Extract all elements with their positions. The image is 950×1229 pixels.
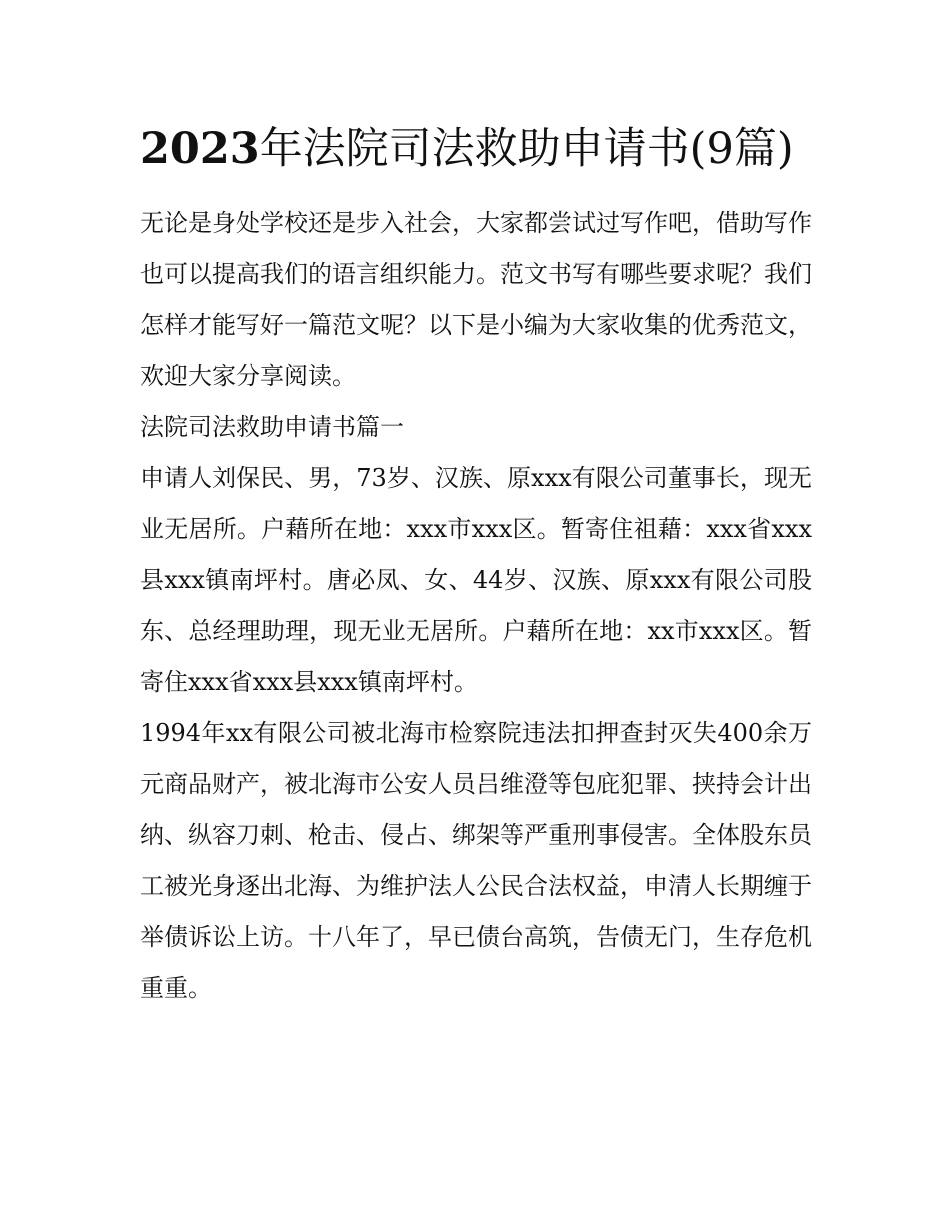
body-paragraph-history: 1994年xx有限公司被北海市检察院违法扣押查封灭失400余万元商品财产，被北海市公安人员吕维澄等包庇犯罪、挟持会计出纳、纵容刀刺、枪击、侵占、绑架等严重刑事侵害。全体股东员工被光身逐出北海、为维护法人公民合法权益，申清人长期缠于举债诉讼上访。十八年了，早已债台高筑，告债无门，生存危机重重。: [140, 719, 812, 1002]
title-year: 2023: [140, 124, 260, 174]
body-paragraph-applicants: 申请人刘保民、男，73岁、汉族、原xxx有限公司董事长，现无业无居所。户藉所在地：xxx市xxx区。暂寄住祖藉：xxx省xxx县xxx镇南坪村。唐必凤、女、44岁、汉族、原xxx有限公司股东、总经理助理，现无业无居所。户藉所在地：xx市xxx区。暂寄住xxx省xxx县xxx镇南坪村。: [140, 464, 812, 696]
intro-paragraph: 无论是身处学校还是步入社会，大家都尝试过写作吧，借助写作也可以提高我们的语言组织能力。范文书写有哪些要求呢？我们怎样才能写好一篇范文呢？以下是小编为大家收集的优秀范文，欢迎大家分享阅读。: [140, 209, 812, 390]
document-title: [140, 118, 812, 181]
document-body: [140, 118, 812, 1014]
title-text: 年法院司法救助申请书(9篇): [259, 124, 794, 174]
section-heading: 法院司法救助申请书篇一: [140, 413, 404, 441]
